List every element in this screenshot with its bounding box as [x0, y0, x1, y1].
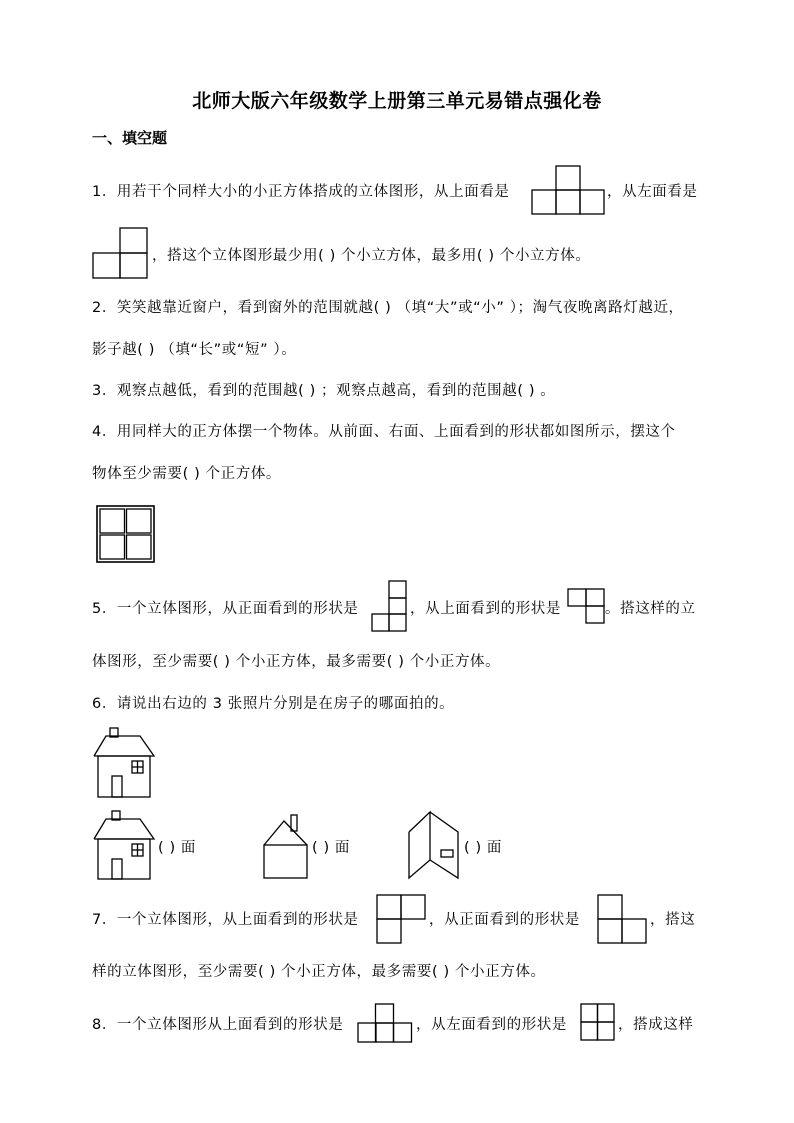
q1-top-view-icon	[532, 164, 604, 214]
q1-left-view-icon	[92, 227, 148, 279]
page-title: 北师大版六年级数学上册第三单元易错点强化卷	[192, 90, 602, 112]
q8-left-view-icon	[580, 1003, 616, 1041]
q7-front-view-icon	[597, 894, 647, 944]
q8-line1-text-b: ，从左面看到的形状是	[416, 1017, 567, 1033]
q5-front-view-icon	[371, 580, 409, 632]
q4-line2-text: 物体至少需要( ) 个正方体。	[92, 466, 282, 482]
q5-line1-text-b: ，从上面看到的形状是	[410, 601, 561, 617]
q7-top-view-icon	[376, 894, 426, 944]
q5-line1-text: 5．一个立体图形，从正面看到的形状是	[92, 601, 359, 617]
q7-line2-text: 样的立体图形，至少需要( ) 个小正方体，最多需要( ) 个小正方体。	[92, 964, 546, 980]
q1-line1-text: 1．用若干个同样大小的小正方体搭成的立体图形，从上面看是	[92, 184, 510, 200]
q3-line1-text: 3．观察点越低，看到的范围越( ) ；观察点越高，看到的范围越( ) 。	[92, 383, 556, 399]
q5-line2-text: 体图形，至少需要( ) 个小正方体，最多需要( ) 个小正方体。	[92, 654, 501, 670]
q2-line1-text: 2．笑笑越靠近窗户，看到窗外的范围就越( ) （填“大”或“小” ）；淘气夜晚离路灯越近，	[92, 300, 684, 316]
q7-line1-text: 7．一个立体图形，从上面看到的形状是	[92, 912, 359, 928]
q6-blank-1: ( ) 面	[158, 840, 197, 856]
q8-line1-text: 8．一个立体图形从上面看到的形状是	[92, 1017, 344, 1033]
q7-line1-text-b: ，从正面看到的形状是	[429, 912, 580, 928]
house-icon	[92, 726, 156, 798]
house-back-photo-icon	[408, 810, 462, 880]
q8-top-view-icon	[357, 1003, 413, 1043]
q6-blank-3: ( ) 面	[464, 840, 503, 856]
q4-view-icon	[96, 505, 156, 563]
q7-line1-text-c: ，搭这	[650, 912, 696, 928]
q1-line1-text-b: ，从左面看是	[607, 184, 698, 200]
q4-line1-text: 4．用同样大的正方体摆一个物体。从前面、右面、上面看到的形状都如图所示，摆这个	[92, 424, 676, 440]
house-front-photo-icon	[92, 809, 156, 881]
q6-line1-text: 6．请说出右边的 3 张照片分别是在房子的哪面拍的。	[92, 696, 455, 712]
section-heading: 一、填空题	[92, 129, 168, 147]
q6-blank-2: ( ) 面	[312, 840, 351, 856]
house-side-photo-icon	[262, 813, 310, 879]
q1-line2-text: ，搭这个立体图形最少用( ) 个小立方体，最多用( ) 个小立方体。	[152, 248, 591, 264]
q5-line1-text-c: 。搭这样的立	[605, 601, 696, 617]
q8-line1-text-c: ，搭成这样	[618, 1017, 694, 1033]
q5-top-view-icon	[567, 588, 605, 624]
q2-line2-text: 影子越( ) （填“长”或“短” ）。	[92, 342, 297, 358]
